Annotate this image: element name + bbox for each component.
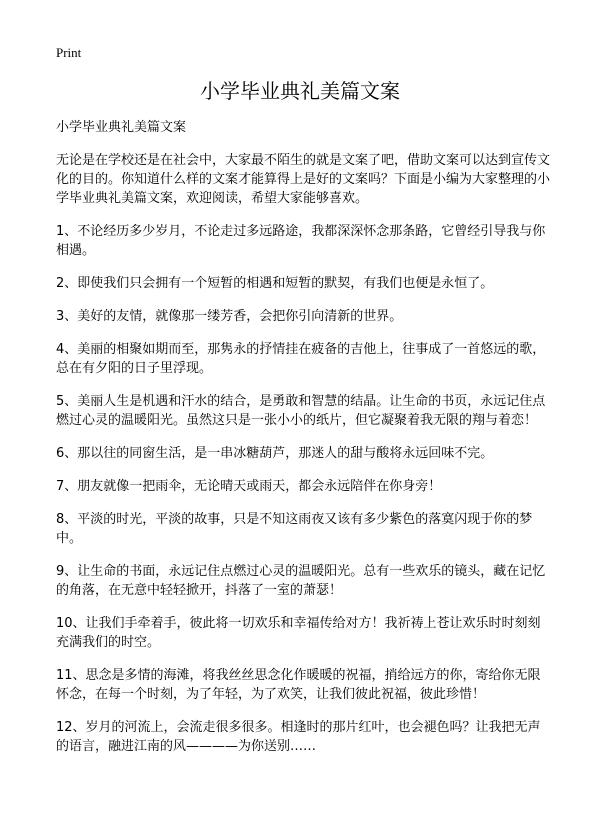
list-item: 3、美好的友情，就像那一缕芳香，会把你引向清新的世界。 [56, 309, 403, 324]
list-item: 1、不论经历多少岁月，不论走过多远路途，我都深深怀念那条路，它曾经引导我与你相遇。 [56, 224, 546, 258]
list-item: 2、即使我们只会拥有一个短暂的相遇和短暂的默契，有我们也便是永恒了。 [56, 276, 494, 291]
list-item: 10、让我们手牵着手，彼此将一切欢乐和幸福传给对方！我祈祷上苍让欢乐时时刻刻充满我们的时空。 [56, 616, 541, 650]
intro-paragraph: 无论是在学校还是在社会中，大家最不陌生的就是文案了吧，借助文案可以达到宣传文化的目的。你知道什么样的文案才能算得上是好的文案吗？下面是小编为大家整理的小学毕业典礼美篇文案，欢迎阅读，希望大家能够喜欢。 [56, 153, 551, 206]
print-link[interactable]: Print [56, 45, 82, 60]
list-item: 9、让生命的书面，永远记住点燃过心灵的温暖阳光。总有一些欢乐的镜头，藏在记忆的角落，在无意中轻轻掀开，抖落了一室的萧瑟！ [56, 564, 546, 598]
list-item: 5、美丽人生是机遇和汗水的结合，是勇敢和智慧的结晶。让生命的书页，永远记住点燃过心灵的温暖阳光。虽然这只是一张小小的纸片，但它凝聚着我无限的翔与着恋！ [56, 394, 546, 428]
list-item: 8、平淡的时光，平淡的故事，只是不知这雨夜又该有多少紫色的落寞闪现于你的梦中。 [56, 512, 533, 546]
article-body [56, 151, 552, 770]
list-item: 6、那以往的同窗生活，是一串冰糖葫芦，那迷人的甜与酸将永远回味不完。 [56, 446, 494, 461]
list-item: 7、朋友就像一把雨伞，无论晴天或雨天，都会永远陪伴在你身旁！ [56, 479, 442, 494]
list-item: 11、思念是多情的海滩，将我丝丝思念化作暖暖的祝福，捎给远方的你，寄给你无限怀念，在每一个时刻，为了年轻，为了欢笑，让我们彼此祝福，彼此珍惜！ [56, 668, 541, 702]
list-item: 12、岁月的河流上，会流走很多很多。相逢时的那片红叶，也会褪色吗？让我把无声的语言，融进江南的风————为你送别…… [56, 720, 541, 754]
list-item: 4、美丽的相聚如期而至，那隽永的抒情挂在疲备的吉他上，往事成了一首悠远的歌，总在有夕阳的日子里浮现。 [56, 342, 546, 376]
article-subtitle: 小学毕业典礼美篇文案 [56, 120, 187, 135]
page-title: 小学毕业典礼美篇文案 [200, 79, 400, 103]
